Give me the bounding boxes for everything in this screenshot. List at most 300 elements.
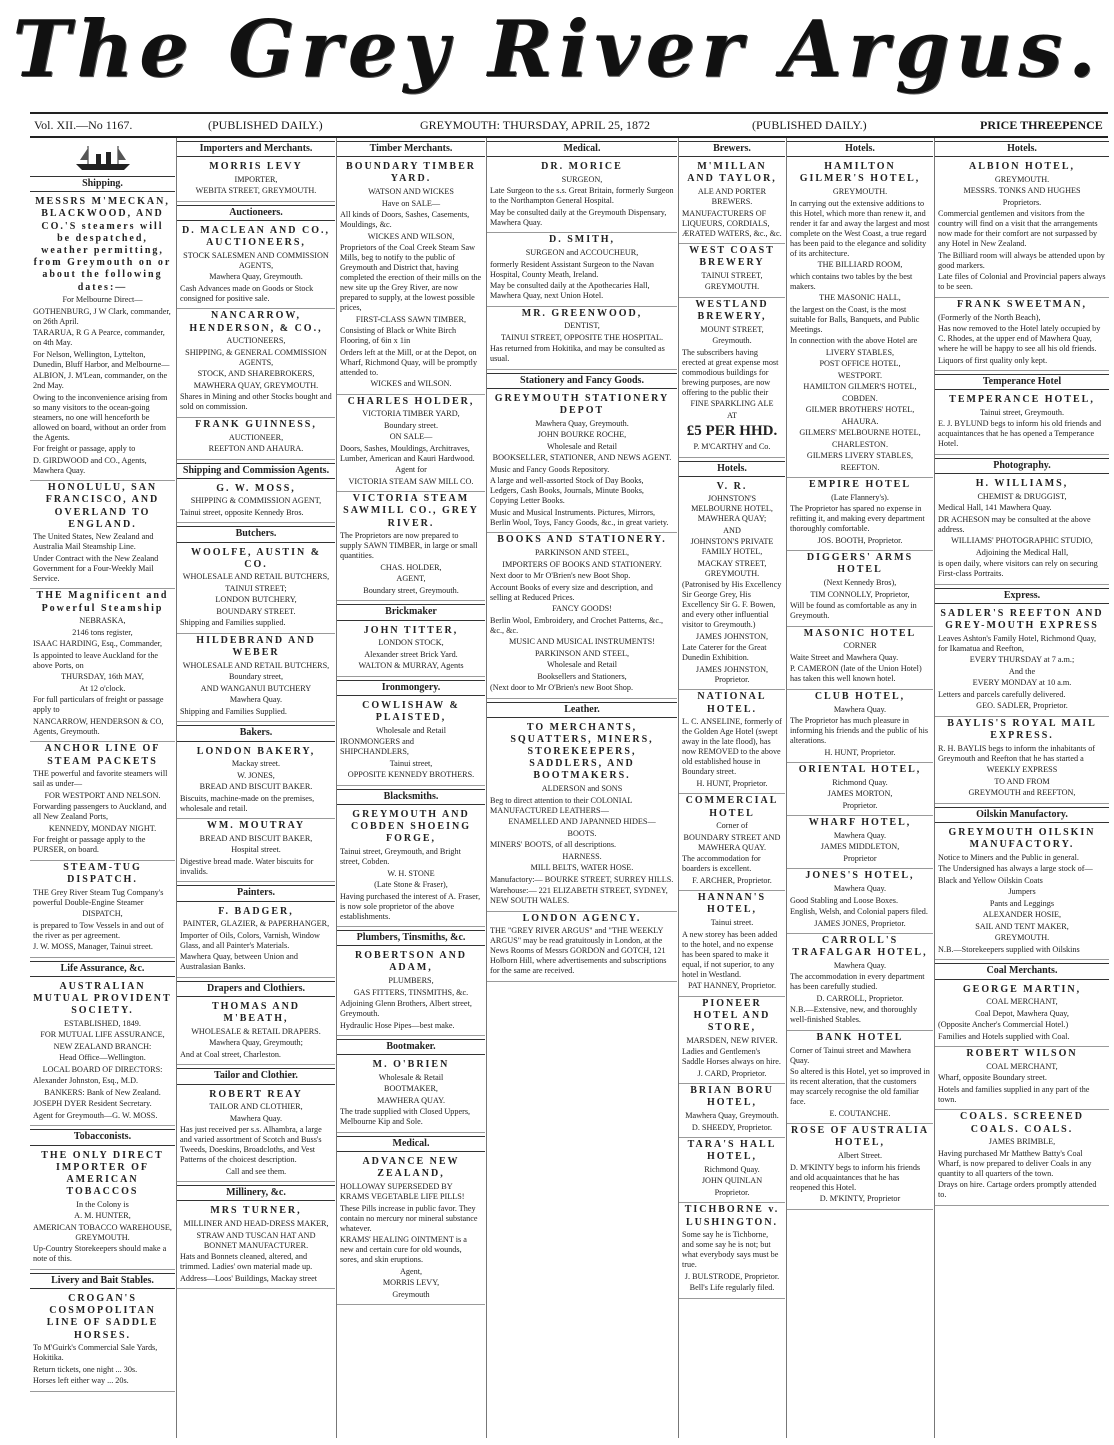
ad-title: D. MACLEAN AND CO., AUCTIONEERS, bbox=[182, 225, 330, 249]
ad-line: Jumpers bbox=[1008, 887, 1036, 897]
ad-line: COAL MERCHANT, bbox=[986, 1061, 1058, 1071]
advertisement bbox=[487, 233, 677, 306]
advertisement bbox=[337, 949, 485, 1036]
ad-line: NEBRASKA, bbox=[79, 616, 126, 626]
ad-title: WESTLAND BREWERY, bbox=[695, 298, 769, 323]
advertisement bbox=[487, 533, 677, 698]
ad-line: JAMES MORTON, bbox=[827, 789, 893, 799]
ad-line: MUSIC AND MUSICAL INSTRUMENTS! bbox=[509, 637, 655, 646]
ad-line: Coal Depot, Mawhera Quay, bbox=[975, 1008, 1069, 1018]
ad-line: BOUNDARY STREET. bbox=[216, 606, 296, 616]
ad-line: FIRST-CLASS SAWN TIMBER, bbox=[355, 314, 467, 324]
ad-line: MARSDEN, NEW RIVER. bbox=[686, 1035, 778, 1045]
advertisement bbox=[177, 546, 335, 634]
advertisement bbox=[177, 1088, 335, 1183]
ad-line: Proprietors. bbox=[1002, 197, 1042, 207]
ad-line: P. CAMERON (late of the Union Hotel) has taken this well known hotel. bbox=[790, 664, 922, 684]
ad-line: Good Stabling and Loose Boxes. bbox=[790, 895, 899, 905]
ad-line: The Undersigned has always a large stock of— bbox=[938, 864, 1093, 874]
advertisement bbox=[679, 244, 785, 298]
ad-line: Music and Musical Instruments. Pictures, Mirrors, Berlin Wool, Toys, Fancy Goods, &c., in great variety. bbox=[490, 507, 669, 527]
ad-line: SURGEON, bbox=[561, 174, 603, 184]
advertisement bbox=[177, 634, 335, 722]
advertisement bbox=[177, 482, 335, 524]
ad-line: Call and see them. bbox=[225, 1166, 287, 1176]
ad-line: MAWHERA QUAY, GREYMOUTH. bbox=[193, 380, 319, 390]
ad-line: ISAAC HARDING, Esq., Commander, bbox=[33, 639, 163, 649]
ad-line: Wharf, opposite Boundary street. bbox=[938, 1073, 1047, 1083]
ad-title: CROGAN'S COSMOPOLITAN LINE OF SADDLE HORSES. bbox=[46, 1292, 159, 1341]
ad-line: A new storey has been added to the hotel, and no expense has been spared to make it equal, if not superior, to any hotel in Westland. bbox=[682, 929, 778, 979]
ad-line: POST OFFICE HOTEL, bbox=[819, 359, 901, 369]
ad-line: The Billiard room will always be attended upon by good markers. bbox=[938, 250, 1105, 270]
section-heading: Medical. bbox=[487, 141, 677, 157]
ad-line: HAMILTON GILMER'S HOTEL, bbox=[803, 382, 917, 392]
ad-title: JOHN TITTER, bbox=[363, 624, 459, 636]
ad-line: Late files of Colonial and Provincial papers always to be seen. bbox=[938, 272, 1106, 292]
ad-line: Hydraulic Hose Pipes—best make. bbox=[340, 1020, 455, 1030]
ad-title: HAMILTON GILMER'S HOTEL, bbox=[799, 161, 921, 185]
ad-line: is open daily, where visitors can rely on securing First-class Portraits. bbox=[938, 559, 1098, 579]
steamship-icon bbox=[72, 142, 134, 172]
ad-line: Importer of Oils, Colors, Varnish, Window Glass, and all Painter's Materials. bbox=[180, 930, 320, 950]
ad-title: BANK HOTEL bbox=[816, 1031, 904, 1043]
ad-line: (Formerly of the North Beach), bbox=[938, 312, 1041, 322]
ad-title: TICHBORNE v. LUSHINGTON. bbox=[684, 1204, 780, 1228]
ad-line: BREAD AND BISCUIT BAKER. bbox=[199, 782, 313, 792]
ad-line: H. HUNT, Proprietor. bbox=[824, 747, 896, 757]
ad-line: (Next door to Mr O'Brien's new Boot Shop. bbox=[490, 683, 634, 692]
section-heading: Plumbers, Tinsmiths, &c. bbox=[337, 930, 485, 946]
ad-line: Medical Hall, 141 Mawhera Quay. bbox=[938, 503, 1052, 513]
ad-title: EMPIRE HOTEL bbox=[808, 479, 912, 491]
ad-line: Forwarding passengers to Auckland, and all New Zealand Ports, bbox=[33, 802, 167, 822]
ad-line: N.B.—Storekeepers supplied with Oilskins bbox=[938, 944, 1080, 954]
newspaper-title: The Grey River Argus. bbox=[12, 4, 1102, 95]
advertisement bbox=[177, 224, 335, 309]
ad-line: LONDON BUTCHERY, bbox=[215, 595, 297, 605]
ad-line: 2146 tons register, bbox=[72, 627, 133, 637]
ad-line: Waite Street and Mawhera Quay. bbox=[790, 652, 899, 662]
ad-title: HONOLULU, SAN FRANCISCO, AND OVERLAND TO ENGLAND. bbox=[45, 482, 160, 530]
ad-line: And at Coal street, Charleston. bbox=[180, 1049, 281, 1059]
advertisement bbox=[935, 1110, 1109, 1205]
ad-line: DISPATCH, bbox=[82, 909, 123, 919]
ad-line: Tainui street, Greymouth. bbox=[979, 407, 1064, 417]
ad-title: FRANK SWEETMAN, bbox=[956, 298, 1087, 310]
ad-line: PAT HANNEY, Proprietor. bbox=[687, 981, 777, 991]
ad-line: (Opposite Ancher's Commercial Hotel.) bbox=[938, 1020, 1069, 1030]
ad-line: AHAURA. bbox=[841, 416, 879, 426]
advertisement bbox=[30, 589, 175, 742]
section-heading: Tobacconists. bbox=[30, 1129, 175, 1145]
ad-line: JAMES BRIMBLE, bbox=[988, 1137, 1056, 1147]
ad-line: MACKAY STREET, GREYMOUTH. bbox=[697, 558, 767, 578]
ad-line: E. J. BYLUND begs to inform his old friends and acquaintances that he has opened a Temperance Hotel. bbox=[938, 419, 1102, 449]
ad-line: Shipping and Families supplied. bbox=[180, 618, 286, 628]
ad-line: WHOLESALE & RETAIL DRAPERS. bbox=[191, 1026, 321, 1036]
ad-line: MILLINER AND HEAD-DRESS MAKER, bbox=[183, 1219, 329, 1229]
section-heading: Coal Merchants. bbox=[935, 963, 1109, 979]
advertisement bbox=[679, 480, 785, 691]
ad-line: Tainui street. bbox=[710, 918, 754, 928]
ad-line: PAINTER, GLAZIER, & PAPERHANGER, bbox=[182, 919, 330, 929]
ad-line: WATSON AND WICKES bbox=[368, 187, 454, 197]
section-heading: Oilskin Manufactory. bbox=[935, 807, 1109, 823]
advertisement bbox=[30, 980, 175, 1127]
ad-line: JOHNSTON'S MELBOURNE HOTEL, MAWHERA QUAY; bbox=[691, 494, 773, 524]
section-heading: Shipping and Commission Agents. bbox=[177, 463, 335, 479]
ad-line: THE BILLIARD ROOM, bbox=[817, 260, 903, 270]
column-4 bbox=[486, 138, 677, 1438]
ad-line: Proprietor bbox=[843, 853, 877, 863]
ad-line: A. M. HUNTER, bbox=[74, 1211, 131, 1221]
advertisement bbox=[787, 551, 933, 626]
ad-line: So altered is this Hotel, yet so improved in its recent alteration, that the customers may scarcely recognise the old familiar face. bbox=[790, 1067, 930, 1107]
ad-line: N.B.—Extensive, new, and thoroughly well-finished Stables. bbox=[790, 1005, 918, 1025]
ad-line: J. CARD, Proprietor. bbox=[697, 1068, 767, 1078]
ad-line: W. H. STONE bbox=[387, 868, 435, 878]
advertisement bbox=[935, 826, 1109, 960]
advertisement bbox=[337, 808, 485, 927]
ad-line: Alexander street Brick Yard. bbox=[364, 649, 458, 659]
ad-line: L. C. ANSELINE, formerly of the Golden Age Hotel (swept away in the late flood), has now REMOVED to the above old established house in Boundary street. bbox=[682, 717, 782, 777]
ad-line: ALE AND PORTER BREWERS. bbox=[697, 187, 767, 207]
ad-title: WEST COAST BREWERY bbox=[689, 245, 775, 269]
advertisement bbox=[337, 492, 485, 601]
ad-line: JOHN QUINLAN bbox=[701, 1176, 763, 1186]
ad-line: FOR MUTUAL LIFE ASSURANCE, bbox=[40, 1030, 165, 1040]
ad-title: CARROLL'S TRAFALGAR HOTEL, bbox=[792, 935, 928, 959]
ad-title: M. O'BRIEN bbox=[372, 1059, 450, 1071]
ad-line: The Proprietor has much pleasure in informing his friends and the public of his alterations. bbox=[790, 716, 929, 745]
ad-line: Agent for Greymouth—G. W. MOSS. bbox=[33, 1110, 158, 1120]
advertisement bbox=[337, 624, 485, 677]
ad-line: Notice to Miners and the Public in general. bbox=[938, 852, 1079, 862]
ad-title: ALBION HOTEL, bbox=[968, 161, 1076, 173]
ad-line: Mawhera Quay. bbox=[229, 695, 283, 705]
advertisement bbox=[935, 1047, 1109, 1110]
advertisement bbox=[177, 819, 335, 882]
ad-line: Mawhera Quay. bbox=[833, 704, 887, 714]
ad-line: COBDEN. bbox=[842, 393, 878, 403]
ad-line: Has just received per s.s. Alhambra, a large and varied assortment of Scotch and Buss's Tweeds, Doeskins, Broadcloths, and Vest Patterns of the choicest description. bbox=[180, 1125, 322, 1165]
ad-line: THE "GREY RIVER ARGUS" and "THE WEEKLY ARGUS" may be read gratuitously in London, at the News Rooms of Messrs GORDON and GOTCH, 121 Holborn Hill, where advertisements and subscriptions for the same are received. bbox=[490, 926, 667, 976]
masthead bbox=[0, 0, 1114, 100]
ad-line: Shares in Mining and other Stocks bought and sold on commission. bbox=[180, 392, 332, 412]
ad-line: is prepared to Tow Vessels in and out of the river as per agreement. bbox=[33, 920, 164, 940]
ad-line: Doors, Sashes, Mouldings, Architraves, Lumber, American and Kauri Hardwood. bbox=[340, 443, 475, 463]
place-and-date: GREYMOUTH: THURSDAY, APRIL 25, 1872 bbox=[420, 118, 651, 132]
ad-line: Drays on hire. Cartage orders promptly attended to. bbox=[938, 1180, 1097, 1200]
ad-line: E. COUTANCHE. bbox=[829, 1108, 891, 1118]
advertisement bbox=[935, 983, 1109, 1048]
ad-line: ALEXANDER HOSIE, bbox=[982, 910, 1062, 920]
ad-title: GREYMOUTH OILSKIN MANUFACTORY. bbox=[948, 826, 1096, 851]
volume-number: Vol. XII.—No 1167. bbox=[34, 118, 133, 132]
ad-line: Address—Loos' Buildings, Mackay street bbox=[180, 1273, 318, 1283]
ad-line: AT bbox=[726, 410, 737, 420]
ad-line: Hotels and families supplied in any part of the town. bbox=[938, 1084, 1090, 1104]
ad-line: These Pills increase in public favor. They contain no mercury nor mineral substance whatever. bbox=[340, 1203, 478, 1233]
advertisement bbox=[679, 298, 785, 458]
ad-line: JAMES MIDDLETON, bbox=[820, 842, 900, 852]
ad-line: The subscribers having erected at great expense most commodious buildings for brewing purposes, are now offering to the public their bbox=[682, 347, 779, 397]
ad-line: FINE SPARKLING ALE bbox=[690, 399, 774, 409]
advertisement bbox=[487, 160, 677, 233]
ad-line: Late Surgeon to the s.s. Great Britain, formerly Surgeon to the Northampton General Hospital. bbox=[490, 186, 674, 206]
advertisement bbox=[935, 477, 1109, 585]
ad-line: Wholesale and Retail bbox=[546, 441, 618, 451]
ad-line: Families and Hotels supplied with Coal. bbox=[938, 1031, 1070, 1041]
section-heading: Temperance Hotel bbox=[935, 374, 1109, 390]
ad-line: Letters and parcels carefully delivered. bbox=[938, 689, 1066, 699]
ad-line: NEW ZEALAND BRANCH: bbox=[53, 1041, 152, 1051]
ad-line: COAL MERCHANT, bbox=[986, 997, 1058, 1007]
ad-line: FOR WESTPORT AND NELSON. bbox=[44, 790, 161, 800]
section-heading: Life Assurance, &c. bbox=[30, 961, 175, 977]
ad-title: MORRIS LEVY bbox=[209, 161, 303, 173]
ad-line: Horses left either way ... 20s. bbox=[33, 1376, 129, 1386]
ad-line: BOUNDARY STREET AND MAWHERA QUAY. bbox=[683, 832, 781, 852]
column-3 bbox=[336, 138, 485, 1438]
ad-line: Mawhera Quay. bbox=[833, 884, 887, 894]
published-daily-left: (PUBLISHED DAILY.) bbox=[208, 118, 323, 132]
ad-line: NANCARROW, HENDERSON & CO, Agents, Greymouth. bbox=[33, 716, 164, 736]
ad-line: May be consulted daily at the Apothecaries Hall, Mawhera Quay, next Union Hotel. bbox=[490, 281, 650, 301]
section-heading: Livery and Bait Stables. bbox=[30, 1273, 175, 1289]
ad-line: J. BULSTRODE, Proprietor. bbox=[684, 1271, 780, 1281]
advertisement bbox=[487, 392, 677, 533]
ad-line: SAIL AND TENT MAKER, bbox=[975, 921, 1069, 931]
ad-title: ADVANCE NEW ZEALAND, bbox=[362, 1156, 460, 1180]
ad-line: For freight or passage, apply to bbox=[33, 444, 136, 454]
ad-line: MANUFACTURERS OF LIQUEURS, CORDIALS, ÆRATED WATERS, &c., &c. bbox=[682, 208, 782, 238]
ad-title: SADLER'S REEFTON AND GREY-MOUTH EXPRESS bbox=[940, 608, 1104, 632]
ad-title: MASONIC HOTEL bbox=[803, 627, 917, 639]
advertisement bbox=[30, 742, 175, 860]
ad-line: Having purchased Mr Matthew Batty's Coal Wharf, is now prepared to deliver Coals in any quantity to all quarters of the town. bbox=[938, 1148, 1092, 1178]
ad-line: CHARLESTON. bbox=[831, 439, 889, 449]
ad-line: Manufactory:— BOURKE STREET, SURREY HILLS. bbox=[490, 874, 674, 884]
ad-title: MESSRS M'MECKAN, BLACKWOOD, AND CO.'S steamers will be despatched, weather permitting, from Greymouth on or about the following dates:— bbox=[33, 196, 172, 293]
ad-title: D. SMITH, bbox=[548, 234, 616, 246]
section-heading: Bootmaker. bbox=[337, 1039, 485, 1055]
ad-line: Has now removed to the Hotel lately occupied by C. Rhodes, at the upper end of Mawhera Quay, where he will be happy to see all his old friends. bbox=[938, 324, 1101, 354]
ad-line: R. H. BAYLIS begs to inform the inhabitants of Greymouth and Reefton that he has started a bbox=[938, 743, 1096, 763]
ad-title: AUSTRALIAN MUTUAL PROVIDENT SOCIETY. bbox=[33, 980, 172, 1017]
ad-line: MILL BELTS, WATER HOSE. bbox=[530, 863, 634, 873]
ad-line: Proprietors of the Coal Creek Steam Saw Mills, beg to notify to the public of Greymouth and District that, having completed the erection of their mills on the new site up the Grey River, are now prepared to supply, at the lowest possible prices, bbox=[340, 243, 482, 313]
ad-line: Hospital street. bbox=[231, 845, 281, 855]
ad-title: ROBERT WILSON bbox=[966, 1048, 1078, 1060]
section-heading: Millinery, &c. bbox=[177, 1185, 335, 1201]
ad-title: M'MILLAN AND TAYLOR, bbox=[687, 161, 777, 185]
ad-title: WM. MOUTRAY bbox=[206, 820, 306, 832]
ad-line: Adjoining the Medical Hall, bbox=[975, 547, 1069, 557]
ad-line: THE powerful and favorite steamers will sail as under— bbox=[33, 769, 168, 789]
section-heading: Leather. bbox=[487, 702, 677, 718]
ad-line: Greymouth bbox=[392, 1289, 430, 1299]
ad-line: PLUMBERS, bbox=[388, 976, 434, 986]
ad-line: the largest on the Coast, is the most suitable for Balls, Banquets, and Public Meetings. bbox=[790, 304, 920, 334]
ad-line: D. CARROLL, Proprietor. bbox=[816, 993, 904, 1003]
ad-title: COALS. SCREENED COALS. COALS. bbox=[960, 1111, 1084, 1135]
ad-title: HILDEBRAND AND WEBER bbox=[196, 634, 316, 659]
ad-line: AGENT, bbox=[396, 574, 426, 584]
ad-line: CHAS. HOLDER, bbox=[380, 562, 442, 572]
column-7 bbox=[934, 138, 1109, 1438]
ad-line: ALDERSON and SONS bbox=[541, 784, 623, 794]
ad-line: GREYMOUTH. bbox=[994, 933, 1050, 943]
section-heading: Stationery and Fancy Goods. bbox=[487, 373, 677, 389]
ad-line: TAILOR AND CLOTHIER, bbox=[209, 1102, 303, 1112]
ad-line: D. SHEEDY, Proprietor. bbox=[691, 1122, 773, 1132]
ad-title: ANCHOR LINE OF STEAM PACKETS bbox=[44, 743, 161, 767]
ad-line: AMERICAN TOBACCO WAREHOUSE, GREYMOUTH. bbox=[33, 1222, 172, 1242]
advertisement bbox=[935, 160, 1109, 298]
advertisement bbox=[177, 418, 335, 460]
ad-line: DR ACHESON may be consulted at the above address. bbox=[938, 514, 1091, 534]
ad-line: Account Books of every size and description, and selling at Reduced Prices. bbox=[490, 582, 653, 602]
ad-title: G. W. MOSS, bbox=[216, 482, 296, 494]
ad-title: WOOLFE, AUSTIN & CO. bbox=[190, 546, 322, 570]
ad-line: Cash Advances made on Goods or Stock consigned for positive sale. bbox=[180, 283, 314, 303]
ad-line: REEFTON. bbox=[840, 462, 880, 472]
advertisement bbox=[177, 309, 335, 417]
published-daily-right: (PUBLISHED DAILY.) bbox=[752, 118, 867, 132]
ad-line: LIVERY STABLES, bbox=[825, 347, 895, 357]
advertisement bbox=[787, 816, 933, 869]
ad-title: BOOKS AND STATIONERY. bbox=[497, 534, 667, 546]
section-heading: Shipping. bbox=[30, 176, 175, 192]
ad-line: JOHNSTON'S PRIVATE FAMILY HOTEL, bbox=[690, 537, 774, 557]
section-heading: Hotels. bbox=[935, 141, 1109, 157]
section-heading: Auctioneers. bbox=[177, 205, 335, 221]
ad-line: P. M'CARTHY and Co. bbox=[693, 442, 771, 452]
advertisement bbox=[177, 745, 335, 820]
ad-line: The accommodation in every department has been carefully studied. bbox=[790, 972, 925, 992]
section-heading: Painters. bbox=[177, 885, 335, 901]
ad-title: THE ONLY DIRECT IMPORTER OF AMERICAN TOBACCOS bbox=[41, 1149, 164, 1198]
ad-line: Next door to Mr O'Brien's new Boot Shop. bbox=[490, 571, 631, 580]
ad-line: Digestive bread made. Water biscuits for invalids. bbox=[180, 856, 314, 876]
ad-line: Head Office—Wellington. bbox=[59, 1053, 146, 1063]
ad-line: MOUNT STREET, bbox=[700, 324, 764, 334]
ad-line: Boundary street, bbox=[228, 672, 284, 682]
ad-line: J. W. MOSS, Manager, Tainui street. bbox=[33, 942, 153, 952]
ad-line: Proprietor. bbox=[714, 1187, 750, 1197]
advertisement bbox=[679, 1203, 785, 1298]
ad-line: AUCTIONEERS, bbox=[226, 336, 286, 346]
ad-line: Corner of Tainui street and Mawhera Quay. bbox=[790, 1045, 911, 1065]
advertisement bbox=[337, 395, 485, 493]
advertisement bbox=[787, 1124, 933, 1209]
ad-title: JONES'S HOTEL, bbox=[805, 870, 915, 882]
ad-line: Richmond Quay. bbox=[832, 777, 888, 787]
advertisement bbox=[177, 160, 335, 202]
ad-title: LONDON BAKERY, bbox=[196, 745, 316, 757]
ad-title: NATIONAL HOTEL. bbox=[697, 691, 767, 715]
advertisement bbox=[787, 869, 933, 934]
ad-line: GAS FITTERS, TINSMITHS, &c. bbox=[353, 987, 469, 997]
ad-title: COWLISHAW & PLAISTED, bbox=[362, 699, 460, 724]
ad-line: The Proprietor has spared no expense in refitting it, and making every department thoroughly comfortable. bbox=[790, 504, 925, 534]
section-heading: Timber Merchants. bbox=[337, 141, 485, 157]
ad-title: GREYMOUTH STATIONERY DEPOT bbox=[494, 392, 670, 417]
ad-line: H. HUNT, Proprietor. bbox=[696, 778, 768, 788]
ad-line: (Late Flannery's). bbox=[831, 492, 889, 502]
advertisement bbox=[177, 905, 335, 978]
advertisement bbox=[337, 160, 485, 394]
ad-title: GEORGE MARTIN, bbox=[962, 983, 1082, 995]
ad-line: ESTABLISHED, 1849. bbox=[64, 1018, 141, 1028]
ad-line: Owing to the inconvenience arising from so many visitors to the ocean-going steamers, no one will henceforth be allowed on board, without an order from the Agents. bbox=[33, 392, 168, 442]
advertisement bbox=[787, 627, 933, 690]
ad-line: Proprietor. bbox=[842, 800, 878, 810]
ad-line: D. M'KINTY, Proprietor bbox=[819, 1194, 901, 1203]
price: PRICE THREEPENCE bbox=[980, 118, 1103, 132]
ad-line: Consisting of Black or White Birch Flooring, of 6in x 1in bbox=[340, 326, 457, 346]
advertisement bbox=[679, 160, 785, 244]
advertisement bbox=[679, 997, 785, 1085]
ad-title: BRIAN BORU HOTEL, bbox=[690, 1085, 774, 1109]
ad-title: TEMPERANCE HOTEL, bbox=[949, 394, 1095, 406]
advertisement bbox=[177, 1000, 335, 1065]
ad-line: TAINUI STREET, OPPOSITE THE HOSPITAL. bbox=[500, 332, 664, 342]
ad-line: Tainui street, Greymouth, and Bright street, Cobden. bbox=[340, 847, 461, 866]
ad-line: At 12 o'clock. bbox=[79, 683, 126, 693]
ad-line: Agent for bbox=[395, 465, 427, 475]
ad-line: STOCK, AND SHAREBROKERS, bbox=[197, 369, 315, 379]
ad-line: Berlin Wool, Embroidery, and Crochet Patterns, &c., &c., &c. bbox=[490, 615, 664, 635]
ad-line: HARNESS. bbox=[562, 851, 602, 861]
ad-title: BAYLIS'S ROYAL MAIL EXPRESS. bbox=[947, 717, 1097, 742]
ad-title: STEAM-TUG DISPATCH. bbox=[63, 861, 142, 885]
advertisement bbox=[935, 717, 1109, 804]
ad-line: BOOTMAKER, bbox=[384, 1084, 438, 1094]
ad-title: DR. MORICE bbox=[541, 161, 623, 173]
advertisement bbox=[337, 699, 485, 786]
ad-line: The Proprietors are now prepared to supply SAWN TIMBER, in large or small quantities. bbox=[340, 531, 478, 561]
ad-line: VICTORIA TIMBER YARD, bbox=[362, 409, 460, 419]
ad-line: Return tickets, one night ... 30s. bbox=[33, 1364, 138, 1374]
ad-line: GREYMOUTH. bbox=[994, 174, 1050, 184]
ad-line: JOS. BOOTH, Proprietor. bbox=[817, 535, 903, 545]
advertisement bbox=[679, 794, 785, 891]
ad-line: Mawhera Quay. bbox=[833, 960, 887, 970]
ad-line: FANCY GOODS! bbox=[552, 604, 612, 613]
ad-line: Mawhera Quay. bbox=[229, 1113, 283, 1123]
ad-line: All kinds of Doors, Sashes, Casements, Mouldings, &c. bbox=[340, 210, 470, 230]
ad-line: GILMER BROTHERS' HOTEL, bbox=[805, 405, 915, 415]
ad-line: LONDON STOCK, bbox=[378, 638, 444, 648]
ad-title: CLUB HOTEL, bbox=[814, 690, 906, 702]
ad-line: For Nelson, Wellington, Lyttelton, Dunedin, Bluff Harbor, and Melbourne— bbox=[33, 349, 170, 369]
ad-line: GILMERS LIVERY STABLES, bbox=[806, 451, 914, 461]
ad-line: £5 PER HHD. bbox=[686, 423, 778, 440]
ad-line: (Next Kennedy Bros), bbox=[823, 578, 897, 588]
ad-line: Liquors of first quality only kept. bbox=[938, 355, 1048, 365]
ad-line: MESSRS. TONKS AND HUGHES bbox=[963, 186, 1081, 196]
ad-line: Shipping and Families Supplied. bbox=[180, 706, 287, 716]
ad-line: WALTON & MURRAY, Agents bbox=[358, 661, 464, 671]
ad-line: May be consulted daily at the Greymouth Dispensary, Mawhera Quay. bbox=[490, 207, 667, 227]
ad-line: To M'Guirk's Commercial Sale Yards, Hokitika. bbox=[33, 1343, 158, 1363]
ad-line: Leaves Ashton's Family Hotel, Richmond Quay, for Ikamatua and Reefton, bbox=[938, 633, 1097, 653]
ad-line: English, Welsh, and Colonial papers filed. bbox=[790, 907, 928, 917]
ad-line: In connection with the above Hotel are bbox=[790, 336, 918, 346]
